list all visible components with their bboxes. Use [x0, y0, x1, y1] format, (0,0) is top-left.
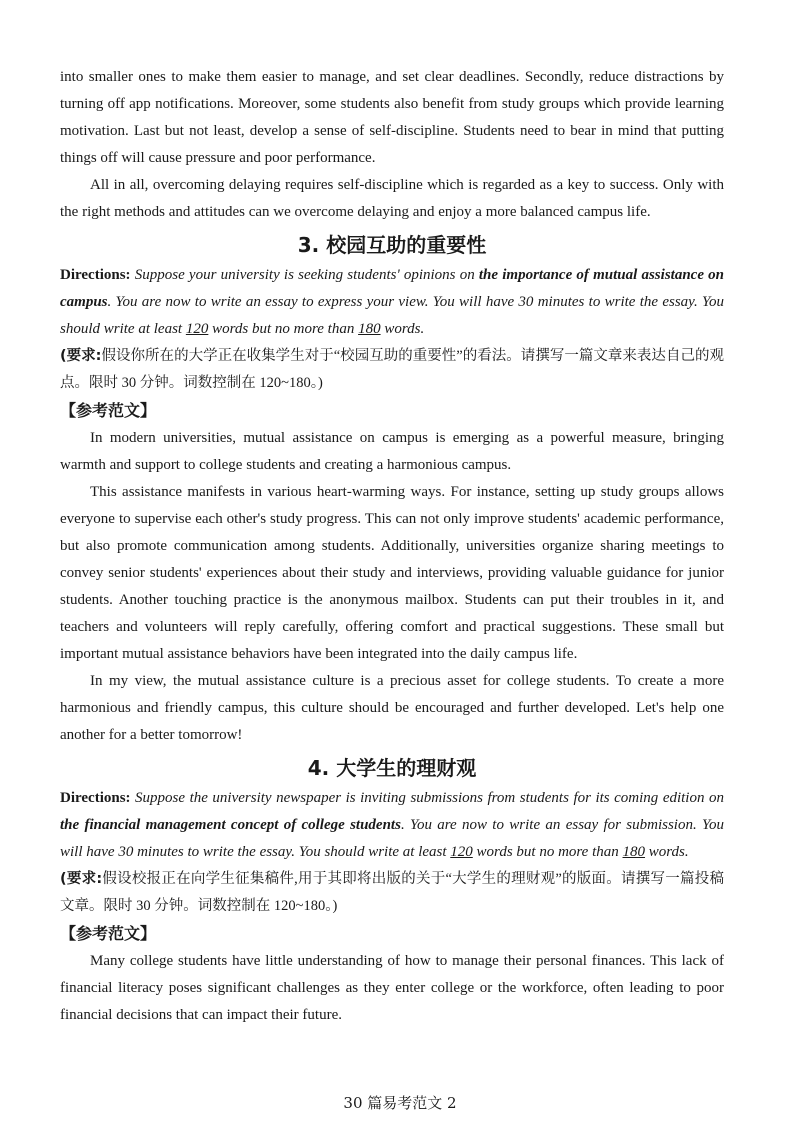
conclusion-paragraph: All in all, overcoming delaying requires self-discipline which is regarded as a key to success. Only with the right methods and attitudes can we overcome delaying and enjoy a more balanced campus life.	[60, 177, 724, 220]
carryover-paragraph: into smaller ones to make them easier to manage, and set clear deadlines. Secondly, reduce distractions by turning off app notifications. Moreover, some students also benefit from study groups which provide learning motivation. Last but not least, develop a sense of self-discipline. Students need to bear in mind that putting things off will cause pressure and poor performance.	[60, 69, 724, 166]
section-4-requirement: (要求:假设校报正在向学生征集稿件,用于其即将出版的关于“大学生的理财观”的版面。请撰写一篇投稿文章。限时 30 分钟。词数控制在 120~180。)	[60, 871, 724, 914]
section-3-paragraph-2: This assistance manifests in various heart-warming ways. For instance, setting up study groups allows everyone to supervise each other's study progress. This can not only improve students' academic performance, but also promote communication among students. Additionally, universities organize sharing meetings to convey senior students' experiences about their study and interviews, providing valuable guidance for junior students. Another touching practice is the anonymous mailbox. Students can put their troubles in it, and teachers and volunteers will reply carefully, offering comfort and practical suggestions. These small but important mutual assistance behaviors have been integrated into the daily campus life.	[60, 484, 724, 662]
section-4-paragraph-1: Many college students have little understanding of how to manage their personal finances. This lack of financial literacy poses significant challenges as they enter college or the workforce, often leading to poor financial decisions that can impact their future.	[60, 953, 724, 1023]
section-4-directions: Directions: Suppose the university newspaper is inviting submissions from students for its coming edition on the financial management concept of college students. You are now to write an essay for submission. You will have 30 minutes to write the essay. You should write at least 120 words but no more than 180 words.	[60, 790, 724, 860]
section-3-paragraph-1: In modern universities, mutual assistance on campus is emerging as a powerful measure, bringing warmth and support to college students and creating a harmonious campus.	[60, 430, 724, 473]
section-4-title: 4. 大学生的理财观	[307, 756, 477, 780]
section-3-requirement: (要求:假设你所在的大学正在收集学生对于“校园互助的重要性”的看法。请撰写一篇文章来表达自己的观点。限时 30 分钟。词数控制在 120~180。)	[60, 348, 724, 391]
section-3-paragraph-3: In my view, the mutual assistance culture is a precious asset for college students. To create a more harmonious and friendly campus, this culture should be encouraged and further developed. Let's help one another for a better tomorrow!	[60, 673, 724, 743]
document-page	[60, 64, 724, 1029]
section-3-title: 3. 校园互助的重要性	[297, 233, 487, 257]
section-4-reference-label: 【参考范文】	[60, 924, 157, 943]
page-footer: 30 篇易考范文 2	[343, 1094, 457, 1112]
section-3-directions: Directions: Suppose your university is seeking students' opinions on the importance of mutual assistance on campus. You are now to write an essay to express your view. You will have 30 minutes to write the essay. You should write at least 120 words but no more than 180 words.	[60, 267, 725, 337]
section-3-reference-label: 【参考范文】	[60, 401, 157, 420]
